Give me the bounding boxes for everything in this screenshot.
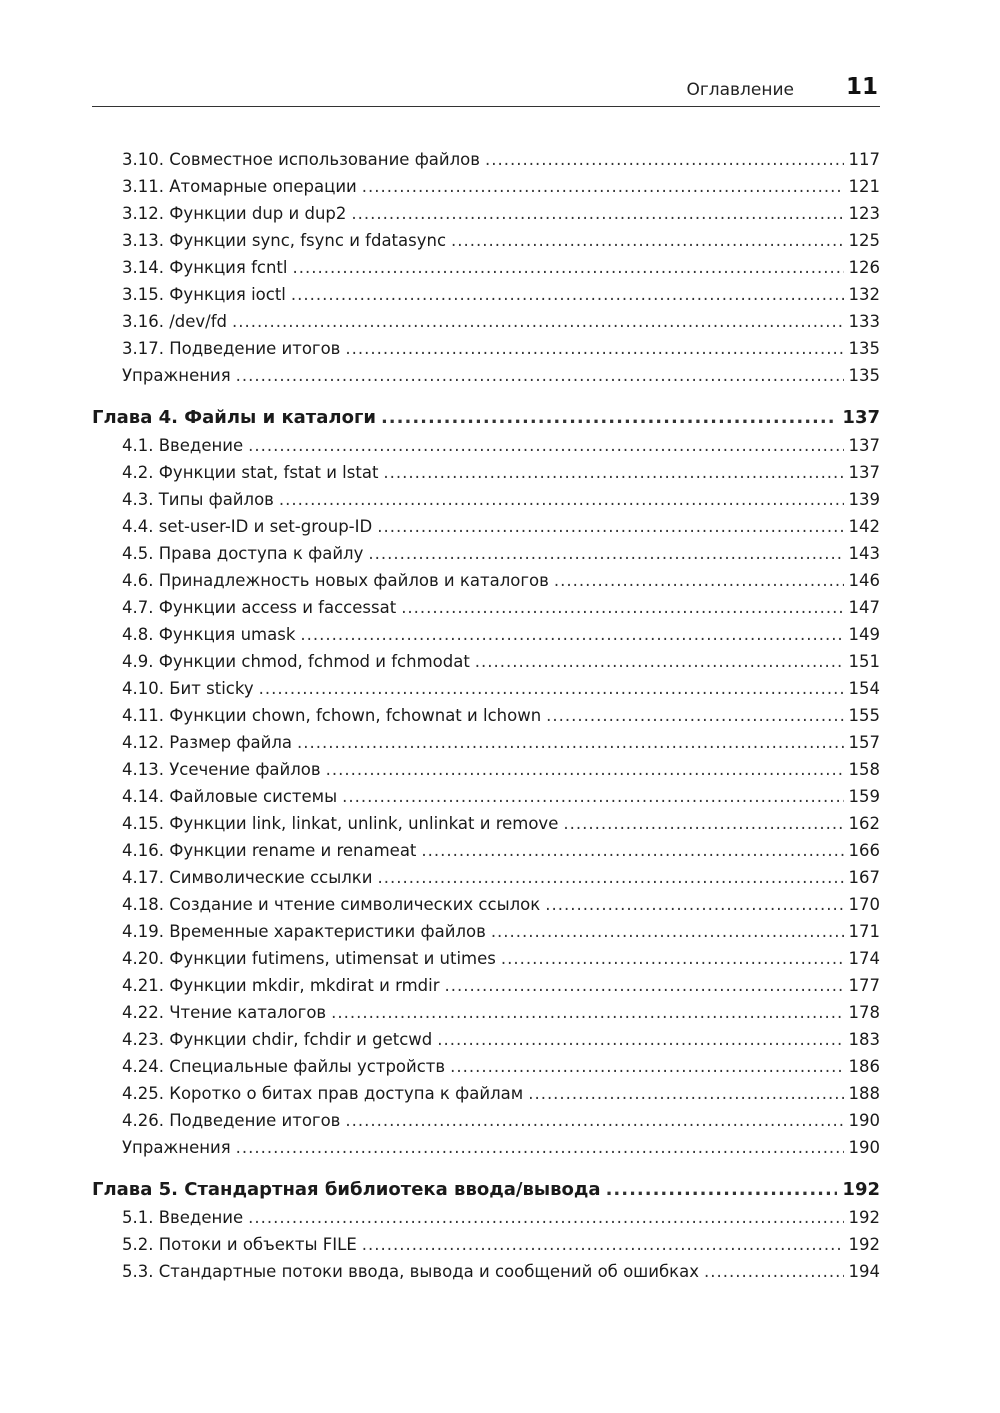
- toc-section-entry[interactable]: [92, 513, 880, 540]
- toc-entry-title: 4.1. Введение: [122, 436, 244, 455]
- toc-section-entry[interactable]: [92, 945, 880, 972]
- toc-entry-title: 4.11. Функции chown, fchown, fchownat и lchown: [122, 706, 542, 725]
- toc-section-entry[interactable]: [92, 675, 880, 702]
- toc-leader-dots: [279, 486, 844, 513]
- toc-section-entry[interactable]: [92, 335, 880, 362]
- toc-entry-page: 194: [848, 1262, 880, 1281]
- toc-entry-title: 5.2. Потоки и объекты FILE: [122, 1235, 357, 1254]
- toc-section-entry[interactable]: [92, 891, 880, 918]
- toc-entry-page: 125: [848, 231, 880, 250]
- running-header-section: Оглавление: [686, 80, 794, 100]
- toc-leader-dots: [362, 173, 844, 200]
- toc-entry-page: 159: [848, 787, 880, 806]
- toc-entry-page: 170: [848, 895, 880, 914]
- toc-leader-dots: [437, 1026, 843, 1053]
- toc-section-entry[interactable]: [92, 173, 880, 200]
- toc-entry-title: 4.20. Функции futimens, utimensat и utimes: [122, 949, 496, 968]
- toc-entry-title: 4.8. Функция umask: [122, 625, 296, 644]
- toc-leader-dots: [704, 1258, 843, 1285]
- toc-entry-page: 137: [848, 463, 880, 482]
- toc-entry-page: 171: [848, 922, 880, 941]
- toc-chapter-entry[interactable]: [92, 403, 880, 432]
- toc-entry-title: 4.25. Коротко о битах прав доступа к файлам: [122, 1084, 524, 1103]
- toc-leader-dots: [450, 1053, 843, 1080]
- toc-entry-page: 126: [848, 258, 880, 277]
- toc-entry-title: Упражнения: [122, 1138, 231, 1157]
- toc-entry-page: 174: [848, 949, 880, 968]
- toc-section-entry[interactable]: [92, 999, 880, 1026]
- toc-section-entry[interactable]: [92, 146, 880, 173]
- toc-leader-dots: [292, 254, 843, 281]
- toc-leader-dots: [491, 918, 844, 945]
- toc-entry-page: 123: [848, 204, 880, 223]
- toc-leader-dots: [291, 281, 844, 308]
- toc-entry-title: 3.12. Функции dup и dup2: [122, 204, 347, 223]
- toc-section-entry[interactable]: [92, 227, 880, 254]
- toc-section-entry[interactable]: [92, 1107, 880, 1134]
- toc-section-entry[interactable]: [92, 362, 880, 389]
- toc-leader-dots: [259, 675, 844, 702]
- toc-entry-page: 188: [848, 1084, 880, 1103]
- toc-leader-dots: [232, 308, 843, 335]
- toc-entry-title: 4.24. Специальные файлы устройств: [122, 1057, 446, 1076]
- toc-entry-page: 157: [848, 733, 880, 752]
- toc-entry-page: 143: [848, 544, 880, 563]
- toc-leader-dots: [381, 403, 837, 432]
- page-number: 11: [845, 74, 878, 100]
- toc-leader-dots: [606, 1175, 838, 1204]
- toc-section-entry[interactable]: [92, 756, 880, 783]
- toc-entry-title: 3.15. Функция ioctl: [122, 285, 286, 304]
- running-header: [92, 72, 880, 107]
- toc-entry-title: 3.17. Подведение итогов: [122, 339, 341, 358]
- toc-section-entry[interactable]: [92, 648, 880, 675]
- toc-entry-title: 4.22. Чтение каталогов: [122, 1003, 327, 1022]
- toc-leader-dots: [236, 362, 844, 389]
- toc-entry-title: 3.13. Функции sync, fsync и fdatasync: [122, 231, 447, 250]
- toc-entry-page: 121: [848, 177, 880, 196]
- toc-section-entry[interactable]: [92, 432, 880, 459]
- toc-entry-page: 190: [848, 1111, 880, 1130]
- toc-leader-dots: [501, 945, 844, 972]
- toc-entry-page: 149: [848, 625, 880, 644]
- toc-entry-title: 3.10. Совместное использование файлов: [122, 150, 480, 169]
- toc-entry-page: 158: [848, 760, 880, 779]
- toc-entry-title: 4.14. Файловые системы: [122, 787, 338, 806]
- toc-entry-page: 177: [848, 976, 880, 995]
- toc-entry-title: 4.19. Временные характеристики файлов: [122, 922, 486, 941]
- toc-entry-page: 183: [848, 1030, 880, 1049]
- toc-leader-dots: [554, 567, 844, 594]
- toc-entry-page: 132: [848, 285, 880, 304]
- toc-entry-title: 5.1. Введение: [122, 1208, 244, 1227]
- toc-entry-page: 139: [848, 490, 880, 509]
- toc-leader-dots: [401, 594, 843, 621]
- toc-section-entry[interactable]: [92, 1204, 880, 1231]
- toc-section-entry[interactable]: [92, 1026, 880, 1053]
- toc-leader-dots: [297, 729, 844, 756]
- toc-leader-dots: [351, 200, 843, 227]
- toc-entry-page: 133: [848, 312, 880, 331]
- toc-entry-page: 137: [848, 436, 880, 455]
- toc-section-entry[interactable]: [92, 783, 880, 810]
- toc-entry-page: 190: [848, 1138, 880, 1157]
- toc-entry-page: 167: [848, 868, 880, 887]
- toc-entry-title: 4.7. Функции access и faccessat: [122, 598, 397, 617]
- toc-section-entry[interactable]: [92, 918, 880, 945]
- toc-section-entry[interactable]: [92, 281, 880, 308]
- toc-entry-page: 135: [848, 366, 880, 385]
- toc-leader-dots: [545, 891, 843, 918]
- toc-leader-dots: [421, 837, 843, 864]
- toc-entry-page: 151: [848, 652, 880, 671]
- toc-section-entry[interactable]: [92, 972, 880, 999]
- toc-entry-title: Глава 4. Файлы и каталоги: [92, 407, 376, 428]
- toc-entry-title: 3.11. Атомарные операции: [122, 177, 357, 196]
- toc-entry-title: 4.26. Подведение итогов: [122, 1111, 341, 1130]
- toc-entry-page: 192: [848, 1235, 880, 1254]
- toc-entry-page: 178: [848, 1003, 880, 1022]
- toc-entry-page: 162: [848, 814, 880, 833]
- toc-entry-title: 4.12. Размер файла: [122, 733, 292, 752]
- toc-section-entry[interactable]: [92, 459, 880, 486]
- toc-leader-dots: [326, 756, 844, 783]
- toc-section-entry[interactable]: [92, 308, 880, 335]
- toc-leader-dots: [377, 513, 843, 540]
- toc-entry-page: 155: [848, 706, 880, 725]
- toc-entry-title: 4.13. Усечение файлов: [122, 760, 321, 779]
- toc-section-entry[interactable]: [92, 486, 880, 513]
- toc-leader-dots: [485, 146, 844, 173]
- toc-section-entry[interactable]: [92, 1231, 880, 1258]
- toc-entry-title: 4.21. Функции mkdir, mkdirat и rmdir: [122, 976, 440, 995]
- toc-section-entry[interactable]: [92, 200, 880, 227]
- toc-section-entry[interactable]: [92, 837, 880, 864]
- toc-leader-dots: [248, 432, 843, 459]
- toc-entry-page: 154: [848, 679, 880, 698]
- toc-entry-title: 4.9. Функции chmod, fchmod и fchmodat: [122, 652, 470, 671]
- toc-entry-page: 142: [848, 517, 880, 536]
- toc-entry-title: 5.3. Стандартные потоки ввода, вывода и сообщений об ошибках: [122, 1262, 700, 1281]
- toc-entry-title: 4.15. Функции link, linkat, unlink, unlinkat и remove: [122, 814, 559, 833]
- toc-leader-dots: [563, 810, 843, 837]
- toc-leader-dots: [451, 227, 843, 254]
- toc-section-entry[interactable]: [92, 729, 880, 756]
- toc-leader-dots: [383, 459, 843, 486]
- toc-entry-title: 4.6. Принадлежность новых файлов и каталогов: [122, 571, 549, 590]
- toc-leader-dots: [362, 1231, 844, 1258]
- toc-entry-page: 135: [848, 339, 880, 358]
- toc-entry-title: 4.5. Права доступа к файлу: [122, 544, 364, 563]
- toc-entry-page: 166: [848, 841, 880, 860]
- toc-entry-page: 147: [848, 598, 880, 617]
- toc-entry-title: 3.14. Функция fcntl: [122, 258, 288, 277]
- toc-entry-title: Глава 5. Стандартная библиотека ввода/вывода: [92, 1179, 601, 1200]
- toc-entry-page: 192: [842, 1179, 880, 1200]
- toc-entry-page: 137: [842, 407, 880, 428]
- toc-entry-title: 4.4. set-user-ID и set-group-ID: [122, 517, 373, 536]
- toc-section-entry[interactable]: [92, 1053, 880, 1080]
- toc-leader-dots: [546, 702, 843, 729]
- toc-leader-dots: [475, 648, 844, 675]
- toc-entry-title: Упражнения: [122, 366, 231, 385]
- toc-section-entry[interactable]: [92, 1258, 880, 1285]
- toc-leader-dots: [368, 540, 843, 567]
- toc-section-entry[interactable]: [92, 594, 880, 621]
- toc-leader-dots: [331, 999, 843, 1026]
- toc-section-entry[interactable]: [92, 1080, 880, 1107]
- toc-entry-title: 3.16. /dev/fd: [122, 312, 228, 331]
- toc-section-entry[interactable]: [92, 864, 880, 891]
- toc-leader-dots: [236, 1134, 844, 1161]
- toc-leader-dots: [248, 1204, 843, 1231]
- toc-entry-page: 117: [848, 150, 880, 169]
- toc-leader-dots: [345, 1107, 843, 1134]
- toc-section-entry[interactable]: [92, 810, 880, 837]
- toc-section-entry[interactable]: [92, 540, 880, 567]
- toc-entry-title: 4.17. Символические ссылки: [122, 868, 373, 887]
- toc-leader-dots: [342, 783, 843, 810]
- toc-entry-page: 186: [848, 1057, 880, 1076]
- toc-entry-title: 4.10. Бит sticky: [122, 679, 254, 698]
- toc-entry-page: 146: [848, 571, 880, 590]
- toc-leader-dots: [300, 621, 843, 648]
- toc-leader-dots: [445, 972, 844, 999]
- toc-leader-dots: [345, 335, 843, 362]
- toc-leader-dots: [528, 1080, 843, 1107]
- toc-entry-title: 4.16. Функции rename и renameat: [122, 841, 417, 860]
- toc-section-entry[interactable]: [92, 702, 880, 729]
- toc-entry-title: 4.2. Функции stat, fstat и lstat: [122, 463, 379, 482]
- toc-entry-title: 4.3. Типы файлов: [122, 490, 274, 509]
- toc-section-entry[interactable]: [92, 621, 880, 648]
- toc-chapter-entry[interactable]: [92, 1175, 880, 1204]
- toc-section-entry[interactable]: [92, 1134, 880, 1161]
- toc-entry-title: 4.23. Функции chdir, fchdir и getcwd: [122, 1030, 433, 1049]
- toc-section-entry[interactable]: [92, 567, 880, 594]
- toc-section-entry[interactable]: [92, 254, 880, 281]
- toc-entry-title: 4.18. Создание и чтение символических ссылок: [122, 895, 541, 914]
- table-of-contents: [92, 146, 880, 1285]
- toc-entry-page: 192: [848, 1208, 880, 1227]
- toc-leader-dots: [377, 864, 843, 891]
